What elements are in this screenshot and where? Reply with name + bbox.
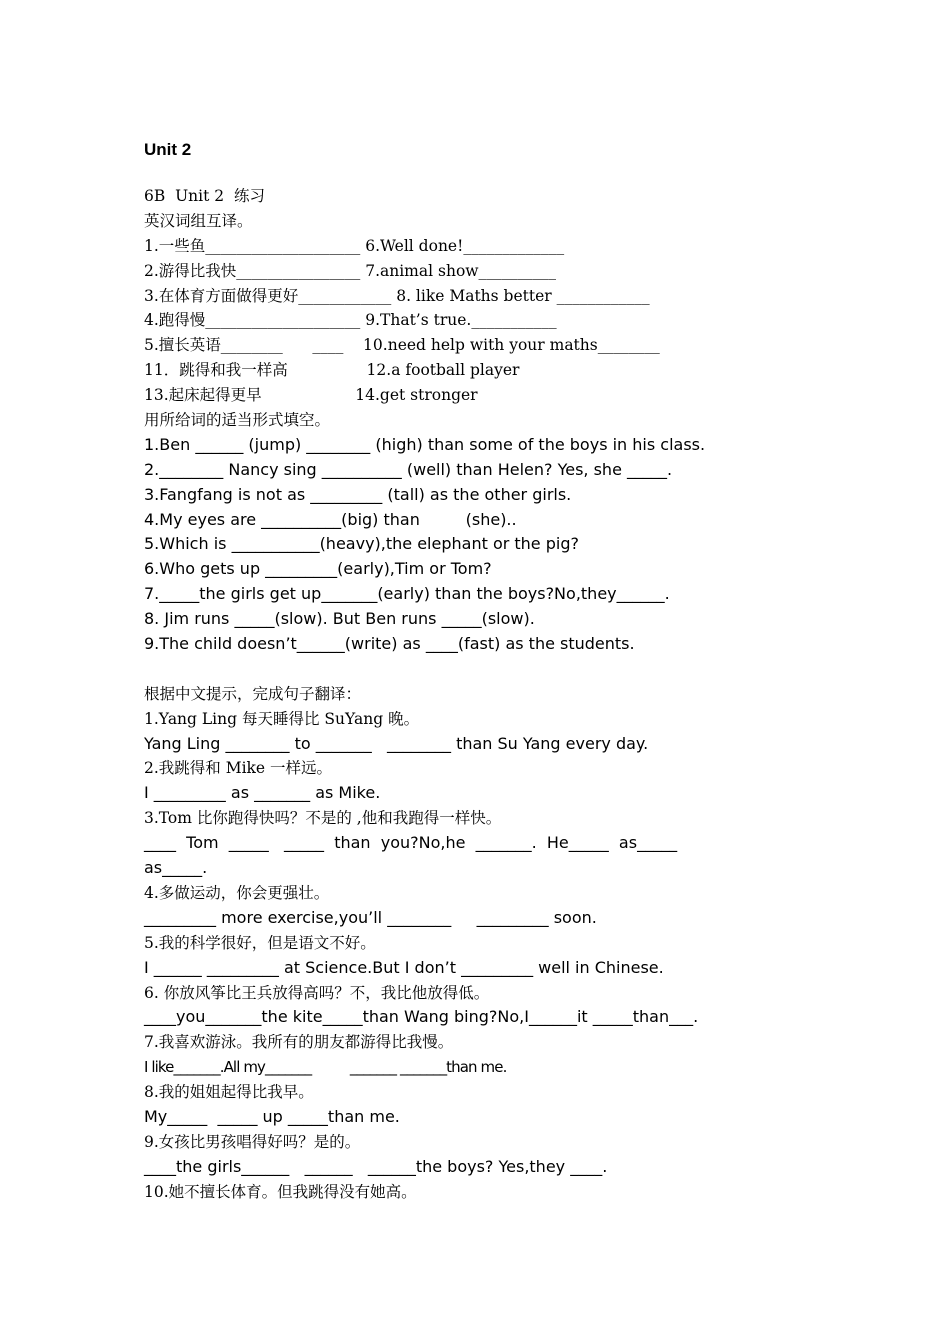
part3-answer-line: _________ more exercise,you’ll ________ _________ soon. [144,907,597,927]
worksheet-subtitle: 6B Unit 2 练习 [144,187,265,205]
part1-item: 13.起床起得更早 14.get stronger [144,386,478,405]
part3-answer-line: I like_______.All my_______ _______ _______than me. [144,1058,507,1077]
part3-list [144,707,814,1205]
part2-item: 5.Which is ___________(heavy),the elephant or the pig? [144,534,579,554]
part2-item: 1.Ben ______ (jump) ________ (high) than some of the boys in his class. [144,434,706,454]
part3-answer-line: I ______ _________ at Science.But I don’t _________ well in Chinese. [144,957,664,977]
part3-answer-line: ____you_______the kite_____than Wang bing?No,I______it _____than___. [144,1007,699,1027]
part3-prompt: 8.我的姐姐起得比我早。 [144,1083,314,1102]
part3-prompt: 2.我跳得和 Mike 一样远。 [144,759,333,778]
part1-item: 4.跑得慢____________________ 9.That’s true.___________ [144,311,557,330]
part2-item: 8. Jim runs _____(slow). But Ben runs _____(slow). [144,609,535,629]
part1-item: 2.游得比我快________________ 7.animal show__________ [144,261,557,280]
part1-list [144,234,814,408]
part3-prompt: 5.我的科学很好，但是语文不好。 [144,933,376,952]
part3-answer-line: as_____. [144,858,208,878]
part3-answer-line: My_____ _____ up _____than me. [144,1106,400,1126]
part3-prompt: 10.她不擅长体育。但我跳得没有她高。 [144,1182,417,1201]
part2-item: 9.The child doesn’t______(write) as ____(fast) as the students. [144,634,635,654]
part1-item: 5.擅长英语________ ____ 10.need help with your maths________ [144,336,660,355]
part3-answer-line: ____the girls______ ______ ______the boys? Yes,they ____. [144,1156,608,1176]
part3-prompt: 9.女孩比男孩唱得好吗？是的。 [144,1132,361,1151]
part3-prompt: 7.我喜欢游泳。我所有的朋友都游得比我慢。 [144,1033,454,1052]
part2-item: 6.Who gets up _________(early),Tim or Tom? [144,559,492,579]
part3-prompt: 4.多做运动，你会更强壮。 [144,883,330,902]
part1-heading: 英汉词组互译。 [144,211,253,230]
part3-answer-line: ____ Tom _____ _____ than you?No,he _______. He_____ as_____ [144,833,678,853]
part3-answer-line: Yang Ling ________ to _______ ________ than Su Yang every day. [144,733,649,753]
unit-title: Unit 2 [144,140,192,159]
part3-prompt: 1.Yang Ling 每天睡得比 SuYang 晚。 [144,709,420,728]
part2-item: 3.Fangfang is not as _________ (tall) as the other girls. [144,484,572,504]
worksheet-page [144,138,814,1205]
part3-answer-line: I _________ as _______ as Mike. [144,783,381,803]
part1-item: 3.在体育方面做得更好____________ 8. like Maths better ____________ [144,286,650,305]
part3-prompt: 6. 你放风筝比王兵放得高吗？不，我比他放得低。 [144,983,490,1002]
part3-heading: 根据中文提示，完成句子翻译： [144,684,362,703]
part3-prompt: 3.Tom 比你跑得快吗？不是的 ,他和我跑得一样快。 [144,809,502,828]
part2-heading: 用所给词的适当形式填空。 [144,411,331,430]
part1-item: 1.一些鱼____________________ 6.Well done!_____________ [144,236,565,255]
part1-item: 11．跳得和我一样高 12.a football player [144,361,520,380]
part2-item: 2.________ Nancy sing __________ (well) than Helen? Yes, she _____. [144,459,673,479]
part2-item: 4.My eyes are __________(big) than (she).. [144,509,517,529]
part2-item: 7._____the girls get up_______(early) than the boys?No,they______. [144,584,670,604]
part2-list [144,433,814,657]
